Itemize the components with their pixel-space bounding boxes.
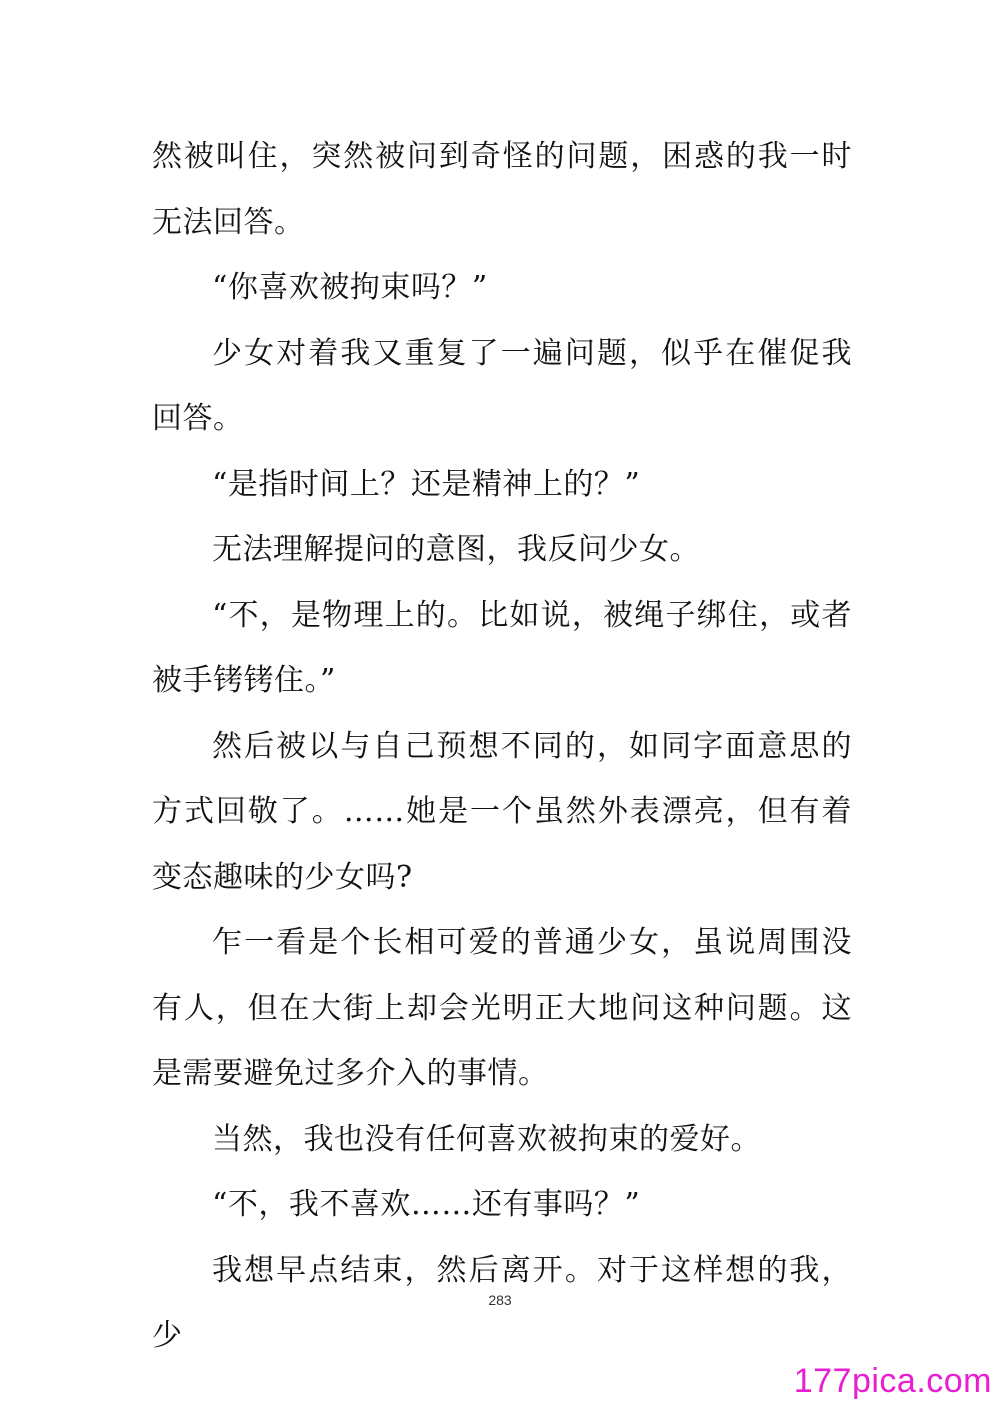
paragraph-10: “不，我不喜欢……还有事吗？” bbox=[212, 1187, 641, 1222]
paragraph-4: “是指时间上？还是精神上的？” bbox=[212, 466, 641, 502]
paragraph-2: “你喜欢被拘束吗？” bbox=[212, 270, 488, 305]
paragraph-5: 无法理解提问的意图，我反问少女。 bbox=[212, 532, 700, 567]
paragraph-7: 然后被以与自己预想不同的，如同字面意思的方式回敬了。……她是一个虽然外表漂亮，但有着变态趣味的少女吗? bbox=[152, 728, 852, 895]
paragraph-11: 我想早点结束，然后离开。对于这样想的我，少 bbox=[152, 1252, 852, 1353]
paragraph-1: 然被叫住，突然被问到奇怪的问题，困惑的我一时无法回答。 bbox=[152, 139, 852, 240]
paragraph-8: 乍一看是个长相可爱的普通少女，虽说周围没有人，但在大街上却会光明正大地问这种问题。这是需要避免过多介入的事情。 bbox=[152, 925, 852, 1091]
watermark-text: 177pica.com bbox=[793, 1362, 992, 1400]
paragraph-9: 当然，我也没有任何喜欢被拘束的爱好。 bbox=[212, 1121, 761, 1157]
paragraph-3: 少女对着我又重复了一遍问题，似乎在催促我回答。 bbox=[152, 335, 852, 436]
paragraph-6: “不，是物理上的。比如说，被绳子绑住，或者被手铐铐住。” bbox=[152, 597, 852, 698]
page-body bbox=[152, 124, 852, 1369]
page-number: 283 bbox=[488, 1292, 512, 1308]
